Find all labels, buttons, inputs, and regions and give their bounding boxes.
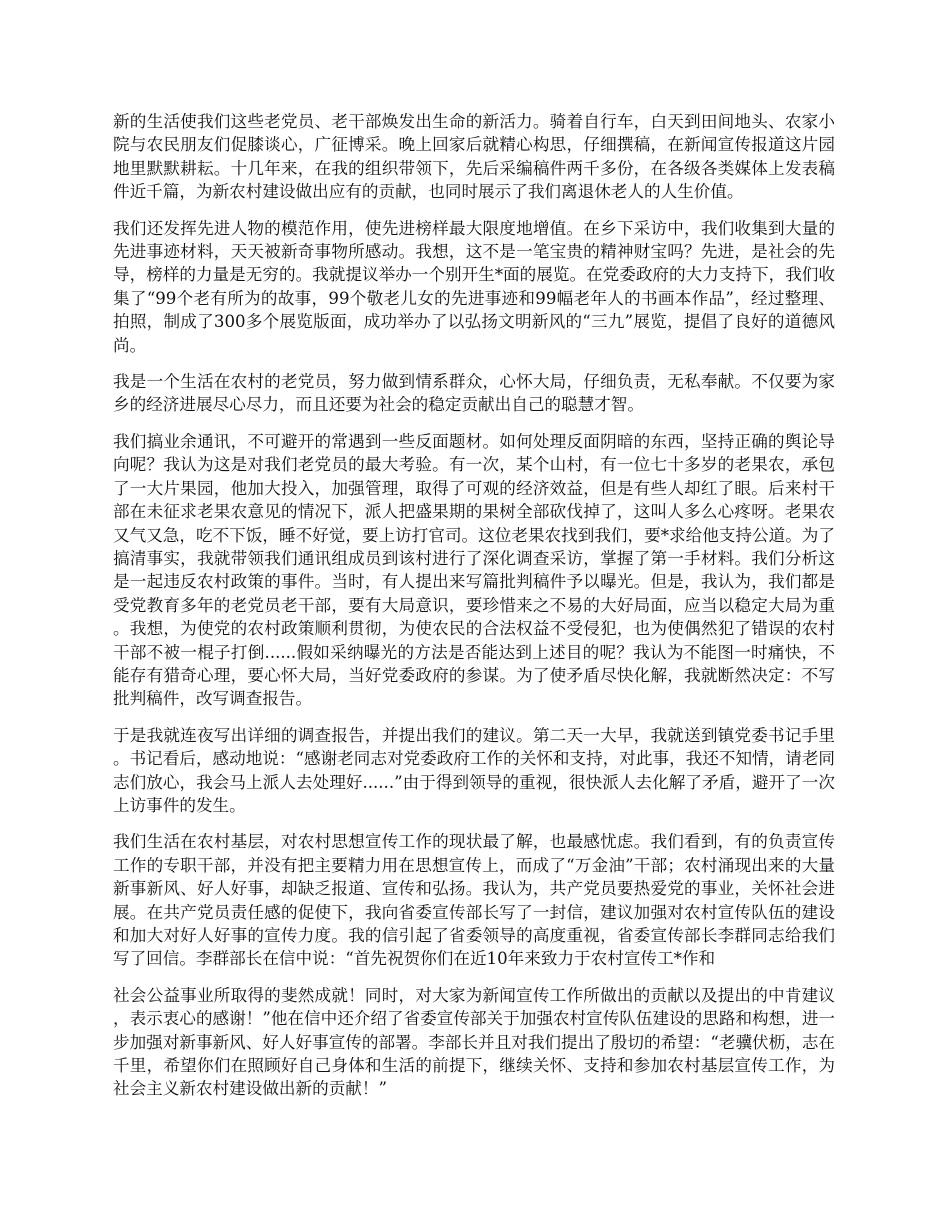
paragraph-4: 我们搞业余通讯，不可避开的常遇到一些反面题材。如何处理反面阴暗的东西，坚持正确的舆论导向呢？我认为这是对我们老党员的最大考验。有一次，某个山村，有一位七十多岁的老果农，承包了一大片果园，他加大投入，加强管理，取得了可观的经济效益，但是有些人却红了眼。后来村干部在未征求老果农意见的情况下，派人把盛果期的果树全部砍伐掉了，这叫人多么心疼呀。老果农又气又急，吃不下饭，睡不好觉，要上访打官司。这位老果农找到我们，要*求给他支持公道。为了搞清事实，我就带领我们通讯组成员到该村进行了深化调查采访，掌握了第一手材料。我们分析这是一起违反农村政策的事件。当时，有人提出来写篇批判稿件予以曝光。但是，我认为，我们都是受党教育多年的老党员老干部，要有大局意识，要珍惜来之不易的大好局面，应当以稳定大局为重。我想，为使党的农村政策顺利贯彻，为使农民的合法权益不受侵犯，也为使偶然犯了错误的农村干部不被一棍子打倒......假如采纳曝光的方法是否能达到上述目的呢？我认为不能图一时痛快，不能存有猎奇心理，要心怀大局，当好党委政府的参谋。为了使矛盾尽快化解，我就断然决定：不写批判稿件，改写调查报告。 [113,431,835,709]
paragraph-1: 新的生活使我们这些老党员、老干部焕发出生命的新活力。骑着自行车，白天到田间地头、农家小院与农民朋友们促膝谈心，广征博采。晚上回家后就精心构思，仔细撰稿，在新闻宣传报道这片园地里默默耕耘。十几年来，在我的组织带领下，先后采编稿件两千多份，在各级各类媒体上发表稿件近千篇，为新农村建设做出应有的贡献，也同时展示了我们离退休老人的人生价值。 [113,112,835,202]
document-page [113,110,835,1114]
paragraph-6: 我们生活在农村基层，对农村思想宣传工作的现状最了解，也最感忧虑。我们看到，有的负责宣传工作的专职干部，并没有把主要精力用在思想宣传上，而成了“万金油”干部；农村涌现出来的大量新事新风、好人好事，却缺乏报道、宣传和弘扬。我认为，共产党员要热爱党的事业，关怀社会进展。在共产党员责任感的促使下，我向省委宣传部长写了一封信，建议加强对农村宣传队伍的建设和加大对好人好事的宣传力度。我的信引起了省委领导的高度重视，省委宣传部长李群同志给我们写了回信。李群部长在信中说：“首先祝贺你们在近10年来致力于农村宣传工*作和 [113,832,835,969]
paragraph-2: 我们还发挥先进人物的模范作用，使先进榜样最大限度地增值。在乡下采访中，我们收集到大量的先进事迹材料，天天被新奇事物所感动。我想，这不是一笔宝贵的精神财宝吗？先进，是社会的先导，榜样的力量是无穷的。我就提议举办一个别开生*面的展览。在党委政府的大力支持下，我们收集了“99个老有所为的故事，99个敬老儿女的先进事迹和99幅老年人的书画本作品”，经过整理、拍照，制成了300多个展览版面，成功举办了以弘扬文明新风的“三九”展览，提倡了良好的道德风尚。 [113,218,835,355]
paragraph-5: 于是我就连夜写出详细的调查报告，并提出我们的建议。第二天一大早，我就送到镇党委书记手里。书记看后，感动地说：“感谢老同志对党委政府工作的关怀和支持，对此事，我还不知情，请老同志们放心，我会马上派人去处理好......”由于得到领导的重视，很快派人去化解了矛盾，避开了一次上访事件的发生。 [113,725,836,815]
paragraph-7: 社会公益事业所取得的斐然成就！同时，对大家为新闻宣传工作所做出的贡献以及提出的中肯建议，表示衷心的感谢！”他在信中还介绍了省委宣传部关于加强农村宣传队伍建设的思路和构想，进一步加强对新事新风、好人好事宣传的部署。李部长并且对我们提出了殷切的希望：“老骥伏枥，志在千里，希望你们在照顾好自己身体和生活的前提下，继续关怀、支持和参加农村基层宣传工作，为社会主义新农村建设做出新的贡献！” [113,985,836,1099]
paragraph-3: 我是一个生活在农村的老党员，努力做到情系群众，心怀大局，仔细负责，无私奉献。不仅要为家乡的经济进展尽心尽力，而且还要为社会的稳定贡献出自己的聪慧才智。 [113,372,835,415]
